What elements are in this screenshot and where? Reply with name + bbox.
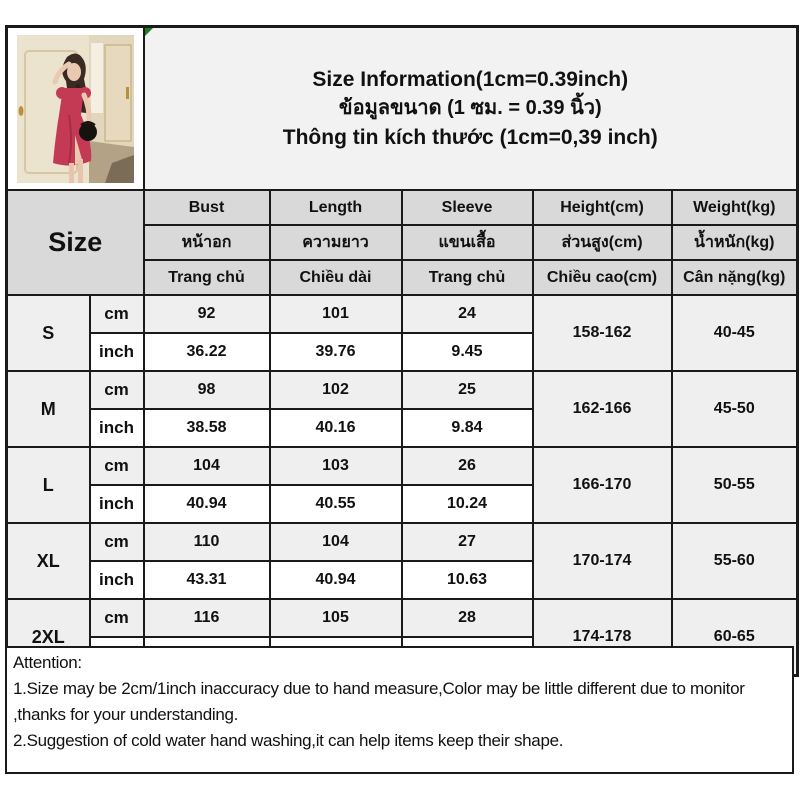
value-cell: 40.55: [270, 485, 402, 523]
unit-label-cm: cm: [90, 599, 144, 637]
col-header-sleeve-th: แขนเสื้อ: [402, 225, 533, 260]
col-header-length-vi: Chiều dài: [270, 260, 402, 295]
value-cell: 98: [144, 371, 270, 409]
col-header-length-th: ความยาว: [270, 225, 402, 260]
height-range-cell: 162-166: [533, 371, 672, 447]
value-cell: 27: [402, 523, 533, 561]
value-cell: 28: [402, 599, 533, 637]
unit-label-inch: inch: [90, 561, 144, 599]
value-cell: 40.16: [270, 409, 402, 447]
value-cell: 40.94: [144, 485, 270, 523]
comment-flag-icon: [145, 28, 153, 36]
value-cell: 101: [270, 295, 402, 333]
col-header-sleeve-en: Sleeve: [402, 190, 533, 225]
header-row-en: [7, 190, 798, 225]
height-range-cell: 166-170: [533, 447, 672, 523]
col-header-weight-en: Weight(kg): [672, 190, 798, 225]
attention-heading: Attention:: [13, 653, 82, 672]
table-row: [7, 295, 798, 333]
col-header-bust-en: Bust: [144, 190, 270, 225]
attention-notes: [5, 646, 794, 774]
value-cell: 25: [402, 371, 533, 409]
col-header-weight-vi: Cân nặng(kg): [672, 260, 798, 295]
size-label-m: M: [7, 371, 90, 447]
unit-label-cm: cm: [90, 371, 144, 409]
value-cell: 10.63: [402, 561, 533, 599]
size-info-title-cell: [144, 27, 798, 191]
col-header-bust-th: หน้าอก: [144, 225, 270, 260]
height-range-cell: 158-162: [533, 295, 672, 371]
value-cell: 10.24: [402, 485, 533, 523]
model-red-dress-photo: [17, 35, 134, 183]
col-header-weight-th: น้ำหนัก(kg): [672, 225, 798, 260]
size-header-cell: Size: [7, 190, 144, 295]
unit-label-cm: cm: [90, 523, 144, 561]
value-cell: 36.22: [144, 333, 270, 371]
value-cell: 38.58: [144, 409, 270, 447]
value-cell: 9.45: [402, 333, 533, 371]
weight-range-cell: 40-45: [672, 295, 798, 371]
height-range-cell: 174-178: [533, 599, 672, 676]
title-row: [7, 27, 798, 191]
value-cell: 110: [144, 523, 270, 561]
weight-range-cell: 50-55: [672, 447, 798, 523]
value-cell: 92: [144, 295, 270, 333]
value-cell: 103: [270, 447, 402, 485]
value-cell: 9.84: [402, 409, 533, 447]
title-english: Size Information(1cm=0.39inch): [312, 68, 629, 91]
value-cell: 24: [402, 295, 533, 333]
value-cell: 39.76: [270, 333, 402, 371]
title-vietnamese: Thông tin kích thước (1cm=0,39 inch): [282, 126, 658, 149]
attention-line: 2.Suggestion of cold water hand washing,it can help items keep their shape.: [13, 731, 564, 750]
value-cell: 104: [144, 447, 270, 485]
size-label-l: L: [7, 447, 90, 523]
value-cell: 26: [402, 447, 533, 485]
col-header-height-vi: Chiều cao(cm): [533, 260, 672, 295]
attention-line: ,thanks for your understanding.: [13, 705, 239, 724]
unit-label-cm: cm: [90, 447, 144, 485]
value-cell: 104: [270, 523, 402, 561]
unit-label-cm: cm: [90, 295, 144, 333]
table-row: [7, 599, 798, 637]
table-row: [7, 447, 798, 485]
unit-label-inch: inch: [90, 409, 144, 447]
size-label-s: S: [7, 295, 90, 371]
weight-range-cell: 45-50: [672, 371, 798, 447]
value-cell: 43.31: [144, 561, 270, 599]
title-thai: ข้อมูลขนาด (1 ซม. = 0.39 นิ้ว): [338, 97, 602, 119]
col-header-sleeve-vi: Trang chủ: [402, 260, 533, 295]
unit-label-inch: inch: [90, 485, 144, 523]
attention-line: 1.Size may be 2cm/1inch inaccuracy due to hand measure,Color may be little different due to monitor: [13, 679, 745, 698]
product-photo-cell: [7, 27, 144, 191]
weight-range-cell: 60-65: [672, 599, 798, 676]
weight-range-cell: 55-60: [672, 523, 798, 599]
value-cell: 105: [270, 599, 402, 637]
product-photo: [17, 35, 134, 183]
height-range-cell: 170-174: [533, 523, 672, 599]
table-row: [7, 523, 798, 561]
size-table: [5, 25, 799, 677]
size-label-2xl: 2XL: [7, 599, 90, 676]
table-row: [7, 371, 798, 409]
value-cell: 102: [270, 371, 402, 409]
value-cell: 116: [144, 599, 270, 637]
col-header-bust-vi: Trang chủ: [144, 260, 270, 295]
col-header-length-en: Length: [270, 190, 402, 225]
col-header-height-en: Height(cm): [533, 190, 672, 225]
col-header-height-th: ส่วนสูง(cm): [533, 225, 672, 260]
value-cell: 40.94: [270, 561, 402, 599]
unit-label-inch: inch: [90, 333, 144, 371]
size-label-xl: XL: [7, 523, 90, 599]
